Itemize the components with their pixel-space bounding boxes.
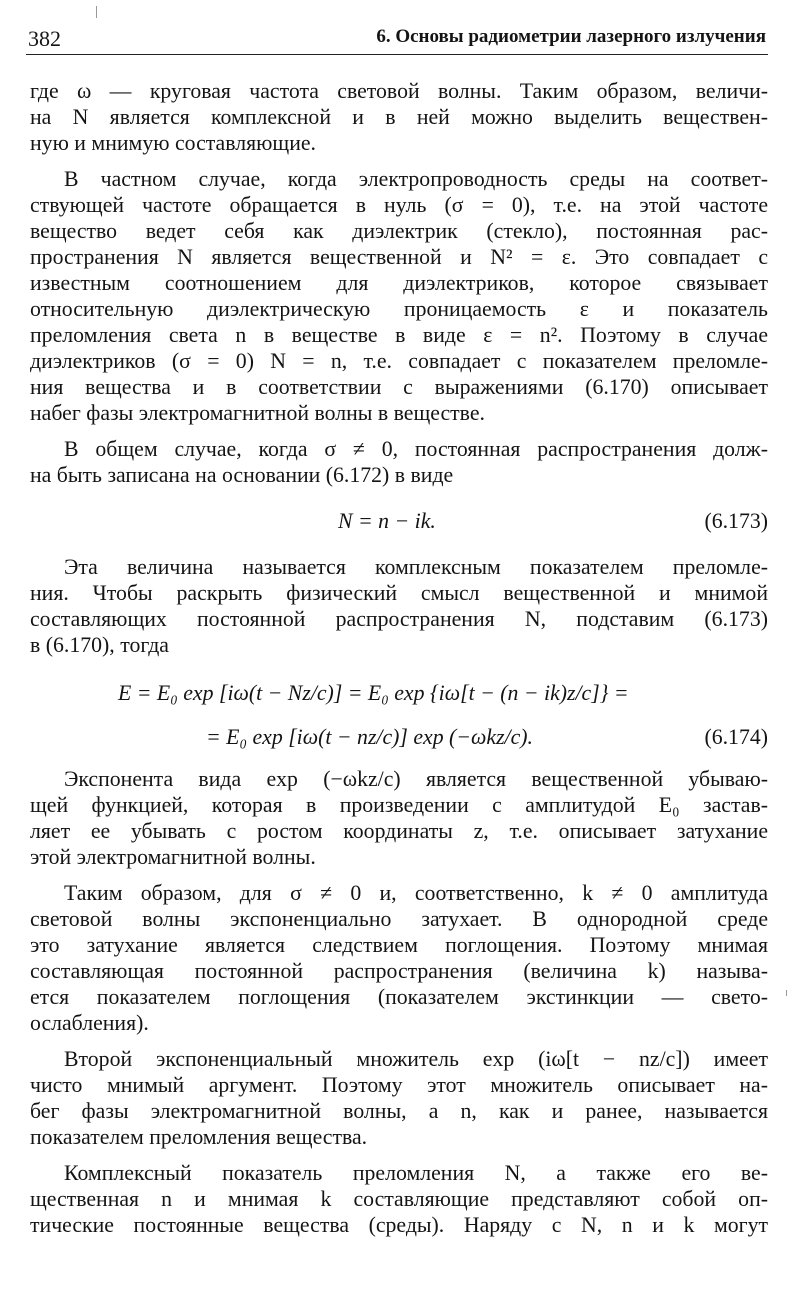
text-line: бег фазы электромагнитной волны, а n, как и ранее, называется — [30, 1099, 768, 1123]
text-line: Эта величина называется комплексным показателем преломле- — [64, 555, 768, 579]
page-number: 382 — [28, 26, 61, 51]
text-line: чисто мнимый аргумент. Поэтому этот множитель описывает на- — [30, 1073, 768, 1097]
text-line: Таким образом, для σ ≠ 0 и, соответственно, k ≠ 0 амплитуда — [64, 881, 768, 905]
text-line: щественная n и мнимая k составляющие представляют собой оп- — [30, 1187, 768, 1211]
text-line: щей функцией, которая в произведении с амплитудой E₀ застав- — [30, 793, 768, 817]
equation-number: (6.173) — [704, 509, 768, 533]
equation-6-174-line1: E = E₀ exp [iω(t − Nz/c)] = E₀ exp {iω[t − (n − ik)z/c]} = — [118, 681, 629, 705]
equation-number: (6.174) — [704, 725, 768, 749]
text-line: Комплексный показатель преломления N, а также его ве- — [64, 1161, 768, 1185]
page-header — [26, 24, 768, 55]
text-line: ослабления). — [30, 1011, 149, 1035]
text-line: ется показателем поглощения (показателем экстинкции — свето- — [30, 985, 768, 1009]
text-line: пространения N является вещественной и N² = ε. Это совпадает с — [30, 245, 768, 269]
text-line: составляющая постоянной распространения (величина k) называ- — [30, 959, 768, 983]
text-line: ную и мнимую составляющие. — [30, 131, 316, 155]
text-line: ния вещества и в соответствии с выражениями (6.170) описывает — [30, 375, 768, 399]
text-line: Второй экспоненциальный множитель exp (iω[t − nz/c]) имеет — [64, 1047, 768, 1071]
text-line: это затухание является следствием поглощения. Поэтому мнимая — [30, 933, 768, 957]
text-line: Экспонента вида exp (−ωkz/c) является вещественной убываю- — [64, 767, 768, 791]
scan-mark — [786, 990, 787, 996]
text-line: световой волны экспоненциально затухает. В однородной среде — [30, 907, 768, 931]
text-line: где ω — круговая частота световой волны. Таким образом, величи- — [30, 79, 768, 103]
text-line: ляет ее убывать с ростом координаты z, т.е. описывает затухание — [30, 819, 768, 843]
text-line: В частном случае, когда электропроводность среды на соответ- — [64, 167, 768, 191]
text-line: набег фазы электромагнитной волны в веществе. — [30, 401, 485, 425]
text-line: ния. Чтобы раскрыть физический смысл вещественной и мнимой — [30, 581, 768, 605]
text-line: В общем случае, когда σ ≠ 0, постоянная распространения долж- — [64, 437, 768, 461]
text-line: на N является комплексной и в ней можно выделить веществен- — [30, 105, 768, 129]
text-line: диэлектриков (σ = 0) N = n, т.е. совпадает с показателем преломле- — [30, 349, 768, 373]
text-line: относительную диэлектрическую проницаемость ε и показатель — [30, 297, 768, 321]
scan-mark — [96, 6, 97, 18]
text-line: тические постоянные вещества (среды). Наряду с N, n и k могут — [30, 1213, 768, 1237]
text-line: известным соотношением для диэлектриков, которое связывает — [30, 271, 768, 295]
text-line: ствующей частоте обращается в нуль (σ = 0), т.е. на этой частоте — [30, 193, 768, 217]
text-line: составляющих постоянной распространения N, подставим (6.173) — [30, 607, 768, 631]
equation-6-174-line2: = E₀ exp [iω(t − nz/c)] exp (−ωkz/c). — [206, 725, 533, 749]
equation-6-173: N = n − ik. — [338, 509, 436, 533]
text-line: преломления света n в веществе в виде ε = n². Поэтому в случае — [30, 323, 768, 347]
text-line: показателем преломления вещества. — [30, 1125, 368, 1149]
text-line: в (6.170), тогда — [30, 633, 169, 657]
text-line: на быть записана на основании (6.172) в виде — [30, 463, 454, 487]
text-line: этой электромагнитной волны. — [30, 845, 316, 869]
text-line: вещество ведет себя как диэлектрик (стекло), постоянная рас- — [30, 219, 768, 243]
running-title: 6. Основы радиометрии лазерного излучения — [376, 26, 766, 47]
